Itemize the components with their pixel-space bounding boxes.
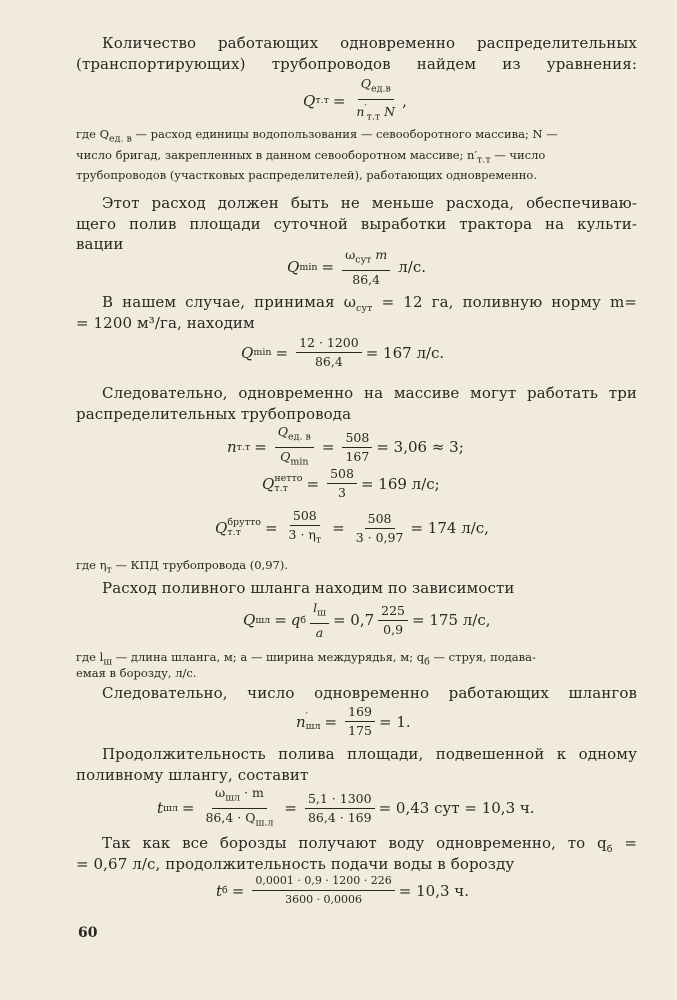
note-2: где $\eta_т$ — КПД трубопровода (0,97).	[76, 558, 288, 576]
eq5-fraction: $\frac{508}{3}$	[327, 466, 357, 501]
eq1-lhs: Q	[303, 91, 316, 110]
eq10-fraction: $\frac{0,0001 \cdot 0,9 \cdot 1200 \cdot 226}{3600 \cdot 0,0006}$	[252, 873, 394, 908]
para-8-line-1: Так как все борозды получают воду одновременно, то $q_б$ =	[102, 834, 637, 855]
intro-line-1: Количество работающих одновременно распределительных	[102, 34, 637, 52]
eq1-lhs-sub: т.т	[315, 95, 329, 107]
para-2-line-3: вации	[76, 235, 124, 253]
note-1-line-2: число бригад, закрепленных в данном севооборотном массиве; $n'_{т.т}$ — число	[76, 148, 546, 166]
page-number: 60	[78, 925, 98, 941]
formula-q-brutto: Q брутто т.т = $\frac{508}{3 \cdot \eta_т}$ = $\frac{508}{3 \cdot 0,97}$ = 174 л/с,	[215, 508, 489, 549]
para-2-line-1: Этот расход должен быть не меньше расхода, обеспечиваю-	[102, 194, 637, 212]
eq3-fraction: $\frac{12 \cdot 1200}{86,4}$	[296, 335, 362, 370]
eq1-fraction: $\frac{Q_{ед.в}}{n'_{т.т} N}$	[356, 76, 396, 123]
para-3-line-2: = 1200 м³/га, находим	[76, 314, 255, 332]
para-4-line-2: распределительных трубопровода	[76, 405, 352, 423]
formula-n-hose: n ′ шл = $\frac{169}{175}$ = 1.	[296, 704, 411, 738]
eq4-fraction-1: $\frac{Q_{ед. в}}{Q_{min}}$	[275, 424, 314, 470]
formula-q-min-value: Q min = $\frac{12 \cdot 1200}{86,4}$ = 167 л/с.	[241, 335, 445, 369]
eq7-fraction-2: $\frac{225}{0,9}$	[378, 603, 408, 638]
para-3-line-1: В нашем случае, принимая $\omega_{сут} = 12$ га, поливную норму m=	[102, 293, 637, 314]
eq9-fraction-1: $\frac{\omega_{шл} \cdot m}{86,4 \cdot Q_{ш.л}}$	[205, 785, 274, 828]
note-3-line-1: где $l_ш$ — длина шланга, м; a — ширина междурядья, м; $q_б$ — струя, подава-	[76, 650, 536, 668]
formula-t-furrow: t б = $\frac{0,0001 \cdot 0,9 \cdot 1200 \cdot 226}{3600 \cdot 0,0006}$ = 10,3 ч.	[216, 874, 469, 906]
para-6-line-1: Следовательно, число одновременно работающих шлангов	[102, 684, 637, 702]
eq4-fraction-2: $\frac{508}{167}$	[342, 430, 372, 465]
formula-q-hose: Q шл = q б $\frac{l_ш}{a}$ = 0,7 $\frac{225}{0,9}$ = 175 л/с,	[243, 600, 491, 640]
formula-q-tt: Q т.т = $\frac{Q_{ед.в}}{n'_{т.т} N}$ ,	[303, 76, 407, 125]
note-3-line-2: емая в борозду, л/с.	[76, 666, 197, 680]
eq9-fraction-2: $\frac{5,1 \cdot 1300}{86,4 \cdot 169}$	[305, 791, 375, 826]
para-7-line-1: Продолжительность полива площади, подвешенной к одному	[102, 745, 637, 763]
formula-q-min: Q min = $\frac{\omega_{сут} m}{86,4}$ л/с.	[287, 247, 427, 287]
note-1-line-3: трубопроводов (участковых распределителей), работающих одновременно.	[76, 168, 537, 182]
para-5-line-1: Расход поливного шланга находим по зависимости	[102, 579, 515, 597]
para-8-line-2: = 0,67 л/с, продолжительность подачи воды в борозду	[76, 855, 515, 873]
eq7-fraction-1: $\frac{l_ш}{a}$	[310, 600, 329, 641]
eq6-fraction-2: $\frac{508}{3 \cdot 0,97}$	[355, 510, 404, 545]
eq6-fraction-1: $\frac{508}{3 \cdot \eta_т}$	[288, 508, 322, 546]
formula-t-hose: t шл = $\frac{\omega_{шл} \cdot m}{86,4 \cdot Q_{ш.л}}$ = $\frac{5,1 \cdot 1300}{86,4 \cdot 169}$ = 0,43 сут = 10,3 ч.	[157, 785, 535, 831]
note-1-line-1: где $Q_{ед. в}$ — расход единицы водопользования — севооборотного массива; N —	[76, 127, 558, 145]
formula-q-netto: Q нетто т.т = $\frac{508}{3}$ = 169 л/с;	[262, 466, 440, 500]
formula-n-tt: n т.т = $\frac{Q_{ед. в}}{Q_{min}}$ = $\frac{508}{167}$ = 3,06 ≈ 3;	[227, 424, 464, 470]
intro-line-2: (транспортирующих) трубопроводов найдем из уравнения:	[76, 55, 637, 73]
para-7-line-2: поливному шлангу, составит	[76, 766, 309, 784]
eq8-fraction: $\frac{169}{175}$	[345, 704, 375, 739]
para-4-line-1: Следовательно, одновременно на массиве могут работать три	[102, 384, 637, 402]
para-2-line-2: щего полив площади суточной выработки трактора на культи-	[76, 215, 637, 233]
eq2-fraction: $\frac{\omega_{сут} m}{86,4}$	[342, 247, 390, 288]
